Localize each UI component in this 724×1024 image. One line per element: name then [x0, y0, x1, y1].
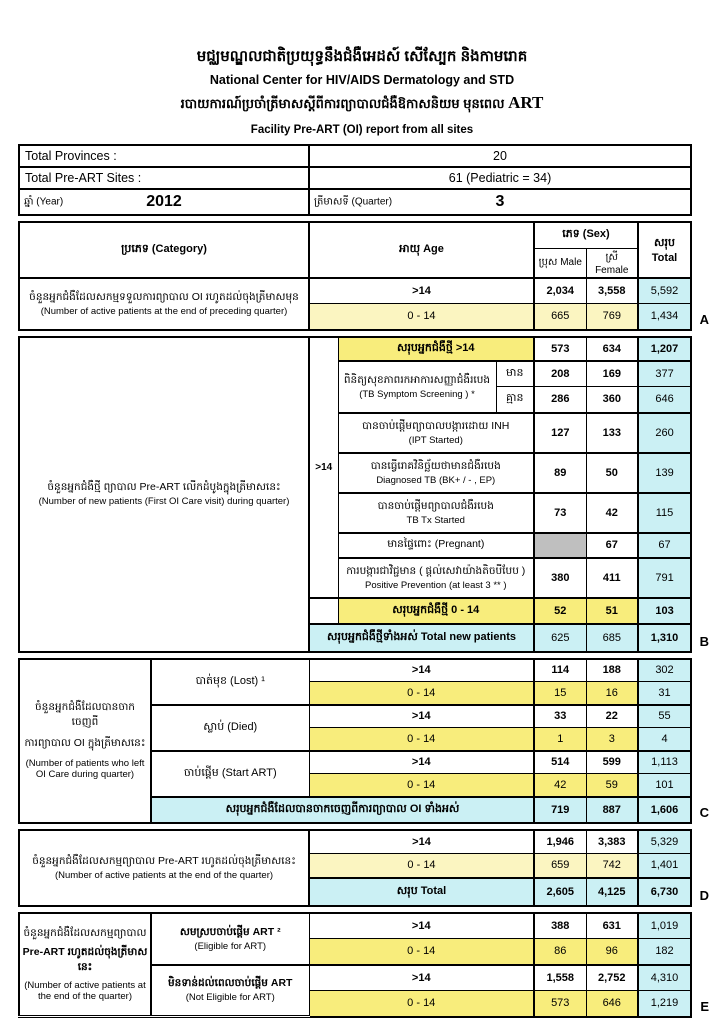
category-english: (Number of active patients at the end of preceding quarter)	[40, 305, 288, 317]
female-value: 887	[586, 797, 638, 823]
title-english: National Center for HIV/AIDS Dermatology and STD	[209, 73, 515, 87]
age-label: 0 - 14	[309, 304, 534, 330]
total-value: 4,310	[638, 965, 691, 991]
section-c-total-label: សរុបអ្នកជំងឺដែលបានចាកចេញពីការព្យាបាល OI ទាំងអស់	[151, 797, 534, 823]
male-value: 1,558	[534, 965, 586, 991]
female-value: 4,125	[586, 878, 638, 906]
table-row	[19, 222, 691, 248]
subcategory-english: (Eligible for ART)	[194, 940, 267, 952]
female-value: 169	[586, 361, 638, 387]
female-value: 769	[586, 304, 638, 330]
section-c	[18, 658, 709, 824]
info-section	[18, 144, 694, 216]
section-marker: C	[699, 804, 709, 820]
female-value: 59	[586, 774, 638, 797]
category-khmer: ចំនួនអ្នកជំងឺដែលសកម្មព្យាបាល Pre-ART រហូតដល់ចុងត្រីមាសនេះ	[32, 854, 296, 867]
blocked-cell	[534, 533, 586, 558]
quarter-cell	[309, 189, 691, 215]
female-value: 631	[586, 913, 638, 939]
female-value: 22	[586, 705, 638, 728]
male-value: 665	[534, 304, 586, 330]
subcategory-khmer: មិនទាន់ដល់ពេលចាប់ផ្តើម ART	[168, 977, 293, 990]
category-cell	[19, 659, 151, 823]
total-provinces-value: 20	[309, 145, 691, 167]
female-value: 646	[586, 991, 638, 1017]
age-label: 0 - 14	[309, 682, 534, 705]
female-value: 67	[586, 533, 638, 558]
total-value: 55	[638, 705, 691, 728]
total-value: 1,219	[638, 991, 691, 1017]
section-c-table	[18, 658, 692, 824]
female-column-header: ស្រី Female	[586, 248, 638, 278]
male-value: 52	[534, 598, 586, 624]
total-new-patients-label: សរុបអ្នកជំងឺថ្មីទាំងអស់ Total new patients	[309, 624, 534, 652]
tb-screening-label	[338, 361, 496, 413]
quarter-label: ត្រីមាសទី (Quarter)	[314, 196, 393, 208]
total-value: 1,606	[638, 797, 691, 823]
age-label: 0 - 14	[309, 728, 534, 751]
category-cell	[19, 913, 151, 1017]
male-value: 388	[534, 913, 586, 939]
female-value: 3,383	[586, 830, 638, 854]
female-value: 50	[586, 453, 638, 493]
row-label-english: Positive Prevention (at least 3 ** )	[365, 579, 507, 591]
table-row	[19, 913, 691, 939]
row-label	[338, 558, 534, 598]
age-label: >14	[309, 965, 534, 991]
category-english-1: (Number of active patients at	[24, 979, 146, 991]
total-value: 103	[638, 598, 691, 624]
female-value: 742	[586, 854, 638, 878]
subcategory-label-died: ស្លាប់ (Died)	[151, 705, 309, 751]
section-b-table	[18, 336, 692, 653]
sum-under14-label: សរុបអ្នកជំងឺថ្មី 0 - 14	[338, 598, 534, 624]
section-e-table	[18, 912, 692, 1019]
male-value: 114	[534, 659, 586, 682]
option-label: មាន	[496, 361, 534, 387]
male-value: 42	[534, 774, 586, 797]
age-group-label: >14	[309, 337, 338, 598]
total-sites-label: Total Pre-ART Sites :	[19, 167, 309, 189]
report-header	[0, 0, 724, 138]
category-cell	[19, 337, 309, 652]
age-label: >14	[309, 278, 534, 304]
section-a-table	[18, 221, 692, 331]
category-khmer-2: ការព្យាបាល OI ក្នុងត្រីមាសនេះ	[24, 737, 146, 750]
total-value: 1,019	[638, 913, 691, 939]
section-marker: A	[699, 311, 709, 327]
male-value: 625	[534, 624, 586, 652]
category-english: (Number of new patients (First OI Care visit) during quarter)	[38, 496, 290, 508]
subtitle-khmer-text: របាយការណ៍ប្រចាំត្រីមាសស្តីពីការព្យាបាលជំងឺឱកាសនិយម មុនពេល	[180, 96, 505, 111]
category-khmer: ចំនួនអ្នកជំងឺដែលសកម្មទទួលការព្យាបាល OI រហូតដល់ចុងត្រីមាសមុន	[29, 290, 299, 303]
female-value: 16	[586, 682, 638, 705]
age-label: >14	[309, 913, 534, 939]
male-value: 380	[534, 558, 586, 598]
male-value: 573	[534, 991, 586, 1017]
age-label: >14	[309, 830, 534, 854]
female-value: 188	[586, 659, 638, 682]
male-value: 719	[534, 797, 586, 823]
total-value: 5,592	[638, 278, 691, 304]
subtitle-art: ART	[508, 93, 544, 112]
total-value: 101	[638, 774, 691, 797]
age-label: 0 - 14	[309, 774, 534, 797]
total-value: 302	[638, 659, 691, 682]
category-khmer-2: Pre-ART រហូតដល់ចុងត្រីមាសនេះ	[22, 945, 148, 973]
total-sites-value: 61 (Pediatric = 34)	[309, 167, 691, 189]
female-value: 2,752	[586, 965, 638, 991]
total-value: 31	[638, 682, 691, 705]
year-label: ឆ្នាំ (Year)	[24, 196, 64, 208]
row-label-english: (IPT Started)	[408, 434, 463, 446]
total-value: 139	[638, 453, 691, 493]
total-value: 1,310	[638, 624, 691, 652]
age-column-header: អាយុ Age	[309, 222, 534, 278]
male-value: 33	[534, 705, 586, 728]
empty-cell	[309, 598, 338, 624]
category-english-2: the end of the quarter)	[37, 990, 132, 1002]
category-cell	[19, 278, 309, 330]
row-label-khmer: មានផ្ទៃពោះ (Pregnant)	[387, 537, 485, 550]
subtitle-khmer	[0, 93, 724, 113]
section-marker: B	[699, 633, 709, 649]
section-b	[18, 336, 709, 653]
female-value: 3,558	[586, 278, 638, 304]
female-value: 42	[586, 493, 638, 533]
table-row	[19, 145, 691, 167]
table-row	[19, 167, 691, 189]
year-cell	[19, 189, 309, 215]
total-value: 646	[638, 387, 691, 413]
female-value: 51	[586, 598, 638, 624]
category-khmer-1: ចំនួនអ្នកជំងឺដែលបានចាកចេញពី	[35, 701, 135, 729]
total-value: 67	[638, 533, 691, 558]
male-value: 2,034	[534, 278, 586, 304]
female-value: 599	[586, 751, 638, 774]
male-value: 2,605	[534, 878, 586, 906]
male-value: 208	[534, 361, 586, 387]
section-d-total-label: សរុប Total	[309, 878, 534, 906]
subcategory-label-start-art: ចាប់ផ្តើម (Start ART)	[151, 751, 309, 797]
row-label-khmer: បានចាប់ផ្តើមព្យាបាលបង្ការដោយ INH	[362, 419, 510, 432]
section-marker: E	[700, 999, 709, 1015]
table-row	[19, 278, 691, 304]
category-english: (Number of active patients at the end of the quarter)	[54, 869, 274, 881]
report-name: Facility Pre-ART (OI) report from all sites	[250, 124, 474, 137]
row-label	[338, 453, 534, 493]
age-label: >14	[309, 705, 534, 728]
female-value: 685	[586, 624, 638, 652]
male-value: 659	[534, 854, 586, 878]
title-khmer: មជ្ឈមណ្ឌលជាតិប្រយុទ្ធនឹងជំងឺអេដស៍ សើស្បែក និងកាមរោគ	[196, 48, 528, 65]
female-value: 96	[586, 939, 638, 965]
male-column-header: ប្រុស Male	[534, 248, 586, 278]
row-label	[338, 413, 534, 453]
female-value: 133	[586, 413, 638, 453]
male-value: 89	[534, 453, 586, 493]
category-cell	[19, 830, 309, 906]
female-value: 411	[586, 558, 638, 598]
total-value: 377	[638, 361, 691, 387]
tb-screening-english: (TB Symptom Screening ) *	[359, 388, 475, 400]
male-value: 573	[534, 337, 586, 361]
total-value: 791	[638, 558, 691, 598]
male-value: 514	[534, 751, 586, 774]
age-label: 0 - 14	[309, 854, 534, 878]
table-row	[19, 189, 691, 215]
total-value: 1,401	[638, 854, 691, 878]
total-value: 1,113	[638, 751, 691, 774]
total-column-header: សរុប Total	[638, 222, 691, 278]
total-value: 6,730	[638, 878, 691, 906]
section-a	[18, 221, 709, 331]
section-d	[18, 829, 709, 907]
female-value: 634	[586, 337, 638, 361]
male-value: 86	[534, 939, 586, 965]
male-value: 127	[534, 413, 586, 453]
row-label	[338, 493, 534, 533]
section-d-table	[18, 829, 692, 907]
sex-column-header: ភេទ (Sex)	[534, 222, 638, 248]
age-label: 0 - 14	[309, 991, 534, 1017]
female-value: 360	[586, 387, 638, 413]
total-value: 4	[638, 728, 691, 751]
row-label-english: Diagnosed TB (BK+ / - , EP)	[376, 474, 496, 486]
table-row	[19, 830, 691, 854]
age-label: >14	[309, 659, 534, 682]
table-row	[19, 659, 691, 682]
male-value: 15	[534, 682, 586, 705]
total-provinces-label: Total Provinces :	[19, 145, 309, 167]
age-label: >14	[309, 751, 534, 774]
tb-screening-khmer: ពិនិត្យសុខភាពរកអាការសញ្ញាជំងឺរបេង	[343, 373, 491, 386]
total-value: 1,207	[638, 337, 691, 361]
row-label-english: TB Tx Started	[406, 514, 465, 526]
row-label	[338, 533, 534, 558]
subcategory-label-eligible	[151, 913, 309, 965]
age-label: 0 - 14	[309, 939, 534, 965]
total-value: 182	[638, 939, 691, 965]
male-value: 286	[534, 387, 586, 413]
quarter-value: 3	[495, 193, 505, 211]
subcategory-label-lost: បាត់មុខ (Lost) ¹	[151, 659, 309, 705]
category-khmer-1: ចំនួនអ្នកជំងឺដែលសកម្មព្យាបាល	[23, 926, 147, 939]
category-english-1: (Number of patients who left	[25, 758, 145, 770]
row-label-khmer: បានចាប់ផ្តើមព្យាបាលជំងឺរបេង	[377, 499, 494, 512]
subcategory-khmer: សមស្របចាប់ផ្តើម ART ²	[179, 925, 281, 938]
subcategory-label-not-eligible	[151, 965, 309, 1017]
info-table	[18, 144, 692, 216]
subcategory-english: (Not Eligible for ART)	[185, 992, 275, 1004]
row-label-khmer: បានធ្វើរោគវិនិច្ឆ័យថាមានជំងឺរបេង	[370, 459, 501, 472]
male-value: 1	[534, 728, 586, 751]
section-e	[18, 912, 709, 1019]
category-column-header: ប្រភេទ (Category)	[19, 222, 309, 278]
category-khmer: ចំនួនអ្នកជំងឺថ្មី ព្យាបាល Pre-ART លើកដំបូងក្នុងត្រីមាសនេះ	[47, 481, 281, 494]
section-marker: D	[699, 887, 709, 903]
category-english-2: OI Care during quarter)	[35, 769, 135, 781]
male-value: 73	[534, 493, 586, 533]
table-row	[19, 337, 691, 361]
option-label: គ្មាន	[496, 387, 534, 413]
total-value: 5,329	[638, 830, 691, 854]
total-value: 115	[638, 493, 691, 533]
year-value: 2012	[146, 193, 182, 211]
total-value: 260	[638, 413, 691, 453]
row-label-khmer: ការបង្ការជាវិជ្ជមាន ( ផ្តល់សេវាយ៉ាងតិចបីបែប )	[346, 564, 526, 577]
sum-over14-label: សរុបអ្នកជំងឺថ្មី >14	[338, 337, 534, 361]
male-value: 1,946	[534, 830, 586, 854]
female-value: 3	[586, 728, 638, 751]
total-value: 1,434	[638, 304, 691, 330]
